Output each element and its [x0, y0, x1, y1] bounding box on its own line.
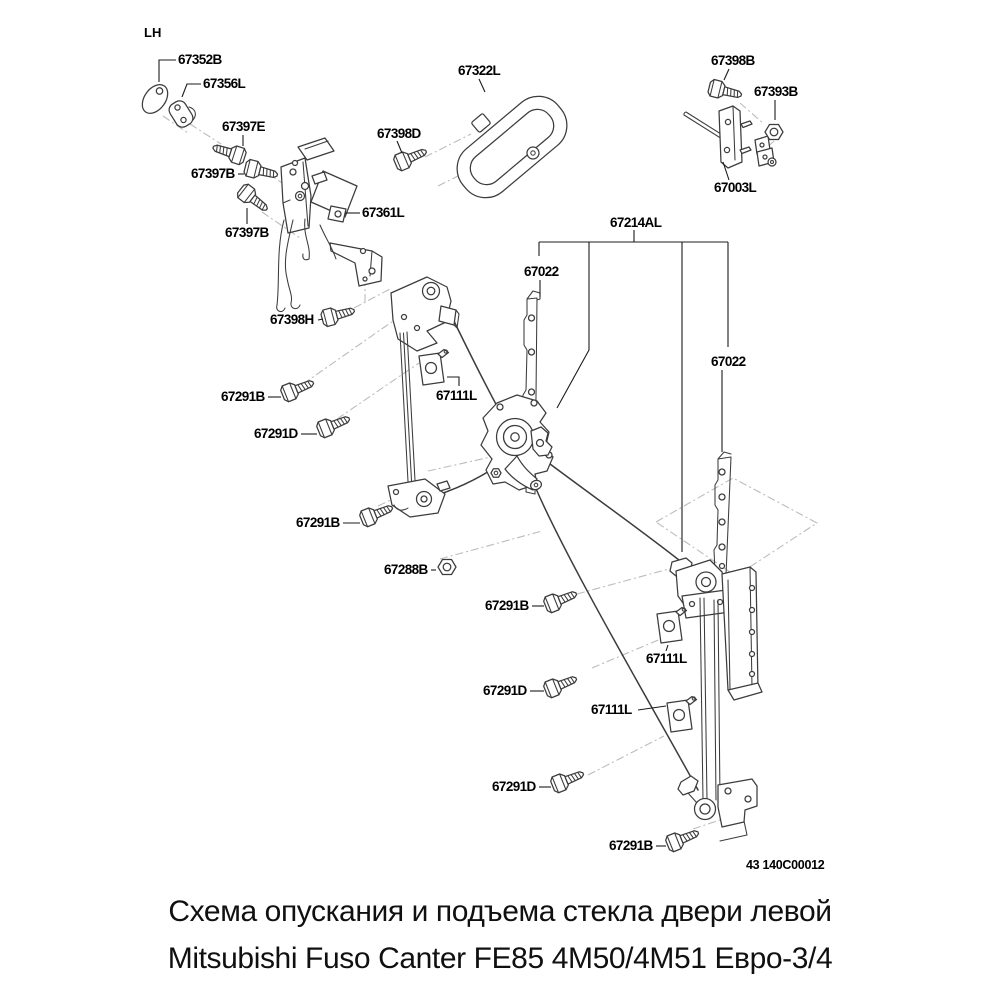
- part-67111L-slider-3: [667, 697, 697, 733]
- bolt-67291B-2: [358, 500, 395, 528]
- regulator-rail-top-bracket: [391, 277, 459, 351]
- part-67111L-slider-2: [657, 608, 687, 644]
- part-label-67352B: 67352B: [178, 52, 222, 67]
- caption-line-2: Mitsubishi Fuso Canter FE85 4M50/4M51 Евро-3/4: [167, 941, 833, 975]
- part-label-67214AL: 67214AL: [610, 215, 662, 230]
- bolt-67398B: [707, 79, 743, 103]
- caption: [0, 889, 1000, 982]
- part-67022-guide-rail-right: [714, 452, 731, 575]
- regulator-cables: [428, 298, 698, 790]
- regulator-rail-bottom-bracket: [388, 479, 450, 517]
- part-label-67291D-1: 67291D: [254, 426, 298, 441]
- bolt-67291D-1: [315, 411, 352, 439]
- bolt-67291B-1: [279, 375, 316, 403]
- part-label-67022-2: 67022: [711, 354, 746, 369]
- part-label-67291D-2: 67291D: [483, 683, 527, 698]
- nut-67393B: [765, 125, 783, 140]
- part-67352B-plate: [137, 80, 173, 118]
- part-label-67111L-2: 67111L: [646, 651, 687, 666]
- part-label-67397E: 67397E: [222, 119, 265, 134]
- part-label-67022-1: 67022: [524, 264, 559, 279]
- drawing-number: 43 140C00012: [746, 858, 825, 872]
- side-marker-lh: LH: [144, 25, 162, 40]
- washer-67393B: [768, 158, 776, 166]
- part-label-67111L-3: 67111L: [591, 702, 632, 717]
- bolt-67291D-2: [542, 671, 579, 699]
- part-label-67356L: 67356L: [203, 76, 246, 91]
- part-label-67397B-2: 67397B: [225, 225, 269, 240]
- part-label-67291B-2: 67291B: [296, 515, 340, 530]
- part-label-67397B-1: 67397B: [191, 166, 235, 181]
- part-label-67291D-3: 67291D: [492, 779, 536, 794]
- part-67361L-latch-assembly: [277, 138, 382, 312]
- part-67322L-handle-bezel: [447, 86, 578, 209]
- bolt-67291B-4: [664, 825, 701, 853]
- part-label-67322L: 67322L: [458, 63, 501, 78]
- winder-mechanism: [481, 395, 553, 491]
- part-label-67398H: 67398H: [270, 312, 314, 327]
- part-label-67003L: 67003L: [714, 180, 757, 195]
- bottom-bracket: [678, 776, 757, 841]
- part-67111L-slider-1: [419, 350, 449, 386]
- part-label-67291B-4: 67291B: [609, 838, 653, 853]
- bolt-67397B-1: [243, 159, 279, 183]
- bolt-67398H: [320, 302, 356, 327]
- part-67003L-lock-rod-assembly: [684, 106, 774, 168]
- bolt-67398D: [392, 143, 429, 172]
- part-label-67291B-1: 67291B: [221, 389, 265, 404]
- bolt-67291D-3: [549, 766, 586, 794]
- caption-line-1: Схема опускания и подъема стекла двери левой: [168, 895, 832, 928]
- nut-67288B: [438, 560, 456, 575]
- bolt-67291B-3: [542, 586, 579, 614]
- part-label-67288B: 67288B: [384, 562, 428, 577]
- callout-bracket-67214AL: [539, 230, 728, 552]
- regulator-left-rail: [400, 332, 416, 500]
- bolt-67397E: [211, 139, 248, 165]
- part-label-67398D: 67398D: [377, 126, 421, 141]
- part-label-67291B-3: 67291B: [485, 598, 529, 613]
- lift-channel: [722, 567, 762, 700]
- part-label-67111L-1: 67111L: [436, 388, 477, 403]
- part-label-67361L: 67361L: [362, 205, 405, 220]
- part-label-67398B: 67398B: [711, 53, 755, 68]
- part-label-67393B: 67393B: [754, 84, 798, 99]
- bolt-67397B-2: [235, 182, 271, 216]
- regulator-lift-rails: [700, 598, 720, 800]
